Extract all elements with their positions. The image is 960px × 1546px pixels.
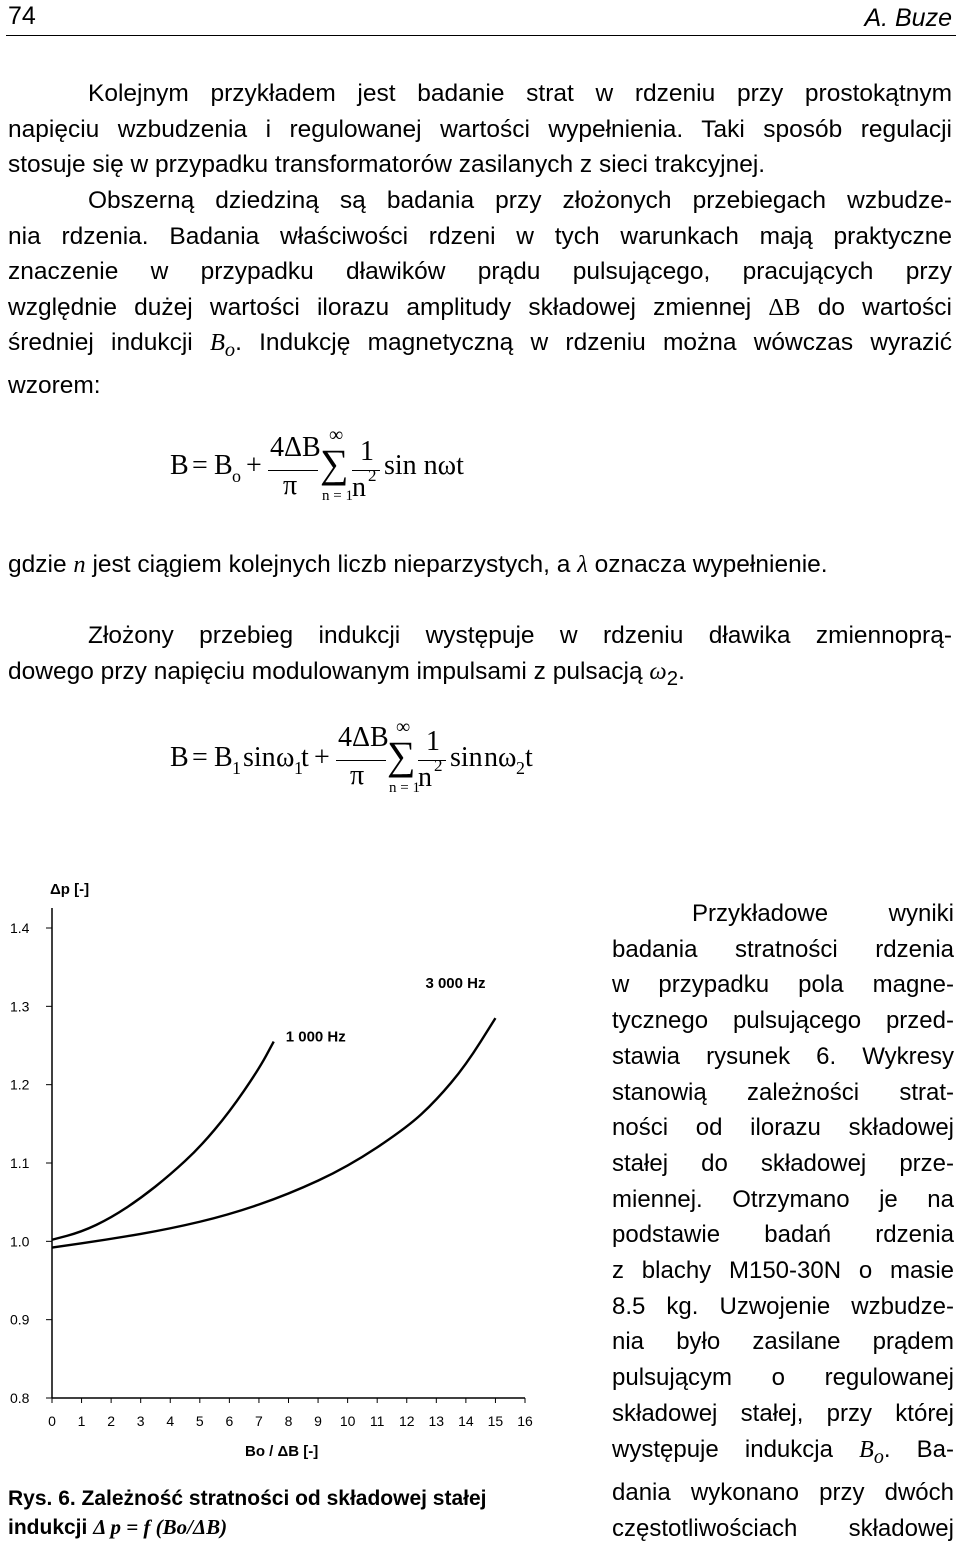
sidebar-line: ności od ilorazu składowej bbox=[612, 1114, 954, 1142]
symbol-b0 bbox=[209, 329, 236, 361]
text-run: oznacza wypełnienie. bbox=[594, 551, 828, 578]
sidebar-line: nia było zasilane prądem bbox=[612, 1328, 954, 1356]
text-run: do wartości bbox=[817, 293, 952, 321]
symbol-delta-b: ΔB bbox=[768, 293, 801, 321]
paragraph-line: Kolejnym przykładem jest badanie strat w rdzeniu przy prostokątnym bbox=[88, 80, 952, 107]
text-run: . Ba- bbox=[883, 1435, 955, 1463]
paragraph-definitions bbox=[8, 547, 952, 583]
sidebar-line: stałej do składowej prze- bbox=[612, 1149, 954, 1177]
formula-t: t bbox=[525, 742, 533, 773]
formula-lhs: B bbox=[170, 742, 189, 773]
chart-loss-vs-ratio bbox=[0, 860, 600, 1480]
fraction-2-denominator: n bbox=[418, 762, 432, 793]
fraction-2-numerator: 1 bbox=[426, 726, 440, 757]
x-tick-label: 1 bbox=[77, 1413, 86, 1429]
caption-line bbox=[8, 1513, 568, 1542]
symbol-omega2 bbox=[649, 657, 679, 690]
formula-plus: + bbox=[246, 450, 262, 481]
text-run: względnie dużej wartości ilorazu amplitudy składowej zmiennej bbox=[8, 293, 752, 321]
y-tick-label: 0.8 bbox=[10, 1390, 30, 1406]
x-tick-label: 7 bbox=[255, 1413, 263, 1429]
subscript: o bbox=[873, 1445, 884, 1468]
x-tick-label: 4 bbox=[166, 1413, 175, 1429]
fraction-2-exponent: 2 bbox=[434, 756, 443, 775]
sum-lower-limit: n = 1 bbox=[322, 488, 353, 504]
symbol-b: B bbox=[209, 329, 225, 356]
paragraph-line: znaczenie w przypadku dławików prądu pulsującego, pracujących przy bbox=[8, 258, 952, 285]
formula-n: n bbox=[484, 742, 498, 773]
formula-lhs: B bbox=[170, 450, 189, 481]
formula-b1: B bbox=[214, 742, 233, 773]
subscript: 2 bbox=[666, 667, 679, 690]
fraction-2-exponent: 2 bbox=[368, 466, 377, 485]
formula-plus: + bbox=[314, 742, 330, 773]
paragraph-line: Obszerną dziedziną są badania przy złożonych przebiegach wzbudze- bbox=[88, 187, 952, 214]
y-axis-label: Δp [-] bbox=[50, 881, 90, 898]
sidebar-line: tycznego pulsującego przed- bbox=[612, 1007, 954, 1035]
running-header-author: A. Buze bbox=[864, 4, 952, 32]
x-tick-label: 2 bbox=[107, 1413, 116, 1429]
x-tick-label: 15 bbox=[487, 1413, 504, 1429]
x-axis-ticks bbox=[48, 1398, 533, 1429]
paragraph-line: stosuje się w przypadku transformatorów zasilanych z sieci trakcyjnej. bbox=[8, 151, 766, 178]
x-tick-label: 14 bbox=[458, 1413, 474, 1429]
page-number: 74 bbox=[8, 2, 36, 30]
sidebar-line: dania wykonano przy dwóch bbox=[612, 1479, 954, 1507]
paragraph-line bbox=[8, 547, 952, 583]
paragraph-line bbox=[8, 290, 952, 326]
sidebar-line: Przykładowe wyniki bbox=[692, 900, 954, 927]
symbol-b0 bbox=[859, 1436, 884, 1468]
formula-denominator: π bbox=[350, 760, 365, 791]
caption-formula: Δ p = f (Bo/ΔB) bbox=[93, 1515, 228, 1539]
x-tick-label: 12 bbox=[398, 1413, 415, 1429]
text-run: dowego przy napięciu modulowanym impulsami z pulsacją bbox=[8, 657, 643, 685]
figure-caption bbox=[8, 1484, 568, 1542]
x-tick-label: 10 bbox=[339, 1413, 356, 1429]
symbol-omega: ω bbox=[649, 657, 667, 685]
fraction-2-numerator: 1 bbox=[360, 436, 374, 467]
paragraph-line: nia rdzenia. Badania właściwości rdzeni w tych warunkach mają praktyczne bbox=[8, 222, 952, 250]
x-tick-label: 0 bbox=[48, 1413, 56, 1429]
text-run: gdzie bbox=[8, 551, 67, 578]
sidebar-text bbox=[612, 896, 954, 1546]
text-run: występuje indukcja bbox=[612, 1435, 833, 1463]
sidebar-line: z blachy M150-30N o masie bbox=[612, 1257, 954, 1285]
formula-t: t bbox=[301, 742, 309, 773]
formula-equals: = bbox=[192, 450, 208, 481]
y-tick-label: 1.3 bbox=[10, 998, 30, 1015]
formula-sin: sin bbox=[450, 742, 483, 773]
y-tick-label: 1.4 bbox=[10, 920, 30, 936]
text-run: . bbox=[678, 657, 685, 685]
y-tick-label: 1.2 bbox=[10, 1076, 30, 1093]
sidebar-line: stawia rysunek 6. Wykresy bbox=[612, 1042, 954, 1070]
paragraph-intro bbox=[8, 76, 952, 183]
symbol-b: B bbox=[859, 1436, 874, 1463]
sidebar-line: miennej. Otrzymano je na bbox=[612, 1185, 954, 1213]
y-tick-label: 0.9 bbox=[10, 1311, 30, 1328]
paragraph-line bbox=[8, 325, 952, 368]
paragraph-complex-excitation bbox=[8, 183, 952, 404]
formula-omega1: ω bbox=[276, 742, 295, 773]
x-tick-label: 5 bbox=[195, 1413, 204, 1429]
x-tick-label: 16 bbox=[517, 1413, 533, 1429]
formula-b0-subscript: o bbox=[232, 466, 241, 486]
sidebar-line: pulsującym o regulowanej bbox=[612, 1364, 954, 1392]
formula-b1-subscript: 1 bbox=[232, 758, 241, 778]
sidebar-line: stanowią zależności strat- bbox=[612, 1078, 954, 1106]
x-tick-label: 13 bbox=[428, 1413, 445, 1429]
y-tick-label: 1.1 bbox=[10, 1155, 30, 1171]
x-tick-label: 6 bbox=[225, 1413, 234, 1429]
paragraph-ac-choke bbox=[8, 618, 952, 697]
sidebar-line: w przypadku pola magne- bbox=[612, 971, 954, 999]
formula-sin: sin bbox=[243, 742, 276, 773]
fraction-2-denominator: n bbox=[352, 472, 366, 503]
formula-denominator: π bbox=[283, 470, 298, 501]
caption-line: Rys. 6. Zależność stratności od składowej stałej bbox=[8, 1487, 487, 1510]
paragraph-line: napięciu wzbudzenia i regulowanej wartości wypełnienia. Taki sposób regulacji bbox=[8, 115, 952, 143]
text-run: średniej indukcji bbox=[8, 329, 193, 356]
header-rule bbox=[6, 35, 956, 36]
chart-series bbox=[52, 975, 495, 1248]
sum-lower-limit: n = 1 bbox=[389, 780, 420, 796]
paragraph-line: Złożony przebieg indukcji występuje w rdzeniu dławika zmiennoprą- bbox=[88, 622, 952, 649]
symbol-lambda: λ bbox=[577, 551, 588, 578]
sum-upper-limit: ∞ bbox=[329, 424, 344, 446]
formula-equals: = bbox=[192, 742, 208, 773]
formula-omega1-subscript: 1 bbox=[294, 758, 303, 778]
sidebar-line: badania stratności rdzenia bbox=[612, 935, 954, 963]
sum-sign: ∑ bbox=[387, 733, 416, 778]
sidebar-line bbox=[612, 1432, 954, 1476]
sidebar-line: składowej stałej, przy której bbox=[612, 1399, 954, 1427]
series-label-2: 3 000 Hz bbox=[425, 975, 486, 993]
y-tick-label: 1.0 bbox=[10, 1233, 30, 1250]
x-axis-label: Bo / ΔB [-] bbox=[245, 1443, 319, 1460]
subscript: o bbox=[224, 338, 236, 361]
symbol-n: n bbox=[73, 551, 86, 578]
formula-omega2: ω bbox=[498, 742, 517, 773]
sidebar-line: podstawie badań rdzenia bbox=[612, 1221, 954, 1249]
x-tick-label: 11 bbox=[369, 1413, 385, 1429]
formula-numerator: 4ΔB bbox=[338, 722, 389, 753]
x-tick-label: 8 bbox=[284, 1413, 293, 1429]
formula-tail: sin nωt bbox=[384, 450, 464, 481]
formula-omega2-subscript: 2 bbox=[516, 758, 525, 778]
text-run: indukcji bbox=[8, 1516, 88, 1539]
series-label-1: 1 000 Hz bbox=[285, 1028, 346, 1046]
text-run: . Indukcję magnetyczną w rdzeniu można wówczas wyrazić bbox=[235, 329, 952, 356]
formula-numerator: 4ΔB bbox=[270, 432, 321, 463]
sum-upper-limit: ∞ bbox=[396, 716, 411, 738]
sum-sign: ∑ bbox=[320, 441, 349, 486]
paragraph-line bbox=[8, 654, 952, 697]
x-tick-label: 3 bbox=[136, 1413, 145, 1429]
sidebar-line: 8.5 kg. Uzwojenie wzbudze- bbox=[612, 1292, 954, 1320]
y-axis-ticks bbox=[10, 920, 52, 1406]
sidebar-line: częstotliwościach składowej bbox=[612, 1514, 954, 1542]
text-run: jest ciągiem kolejnych liczb nieparzystych, a bbox=[92, 551, 571, 578]
x-tick-label: 9 bbox=[314, 1413, 322, 1429]
paragraph-line: wzorem: bbox=[8, 372, 101, 400]
formula-b0: B bbox=[214, 450, 233, 481]
